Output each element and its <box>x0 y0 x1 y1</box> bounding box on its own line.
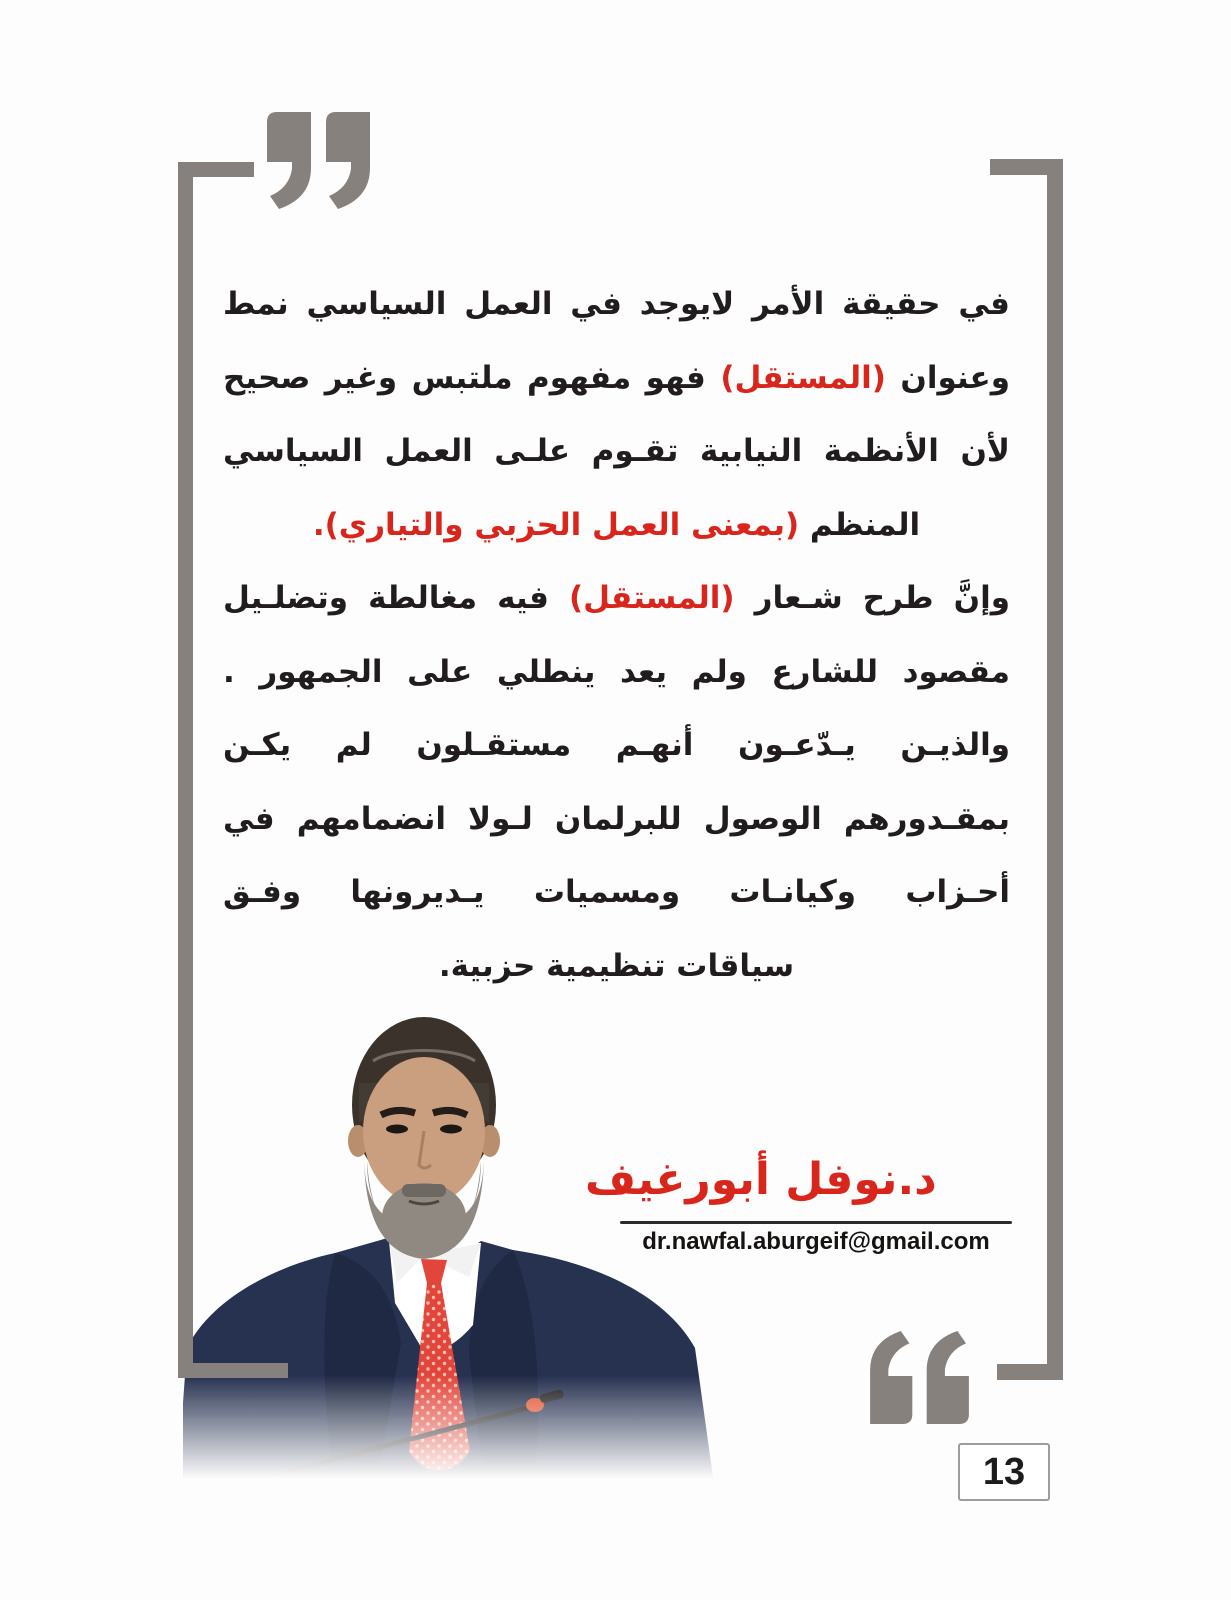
quote-text-segment: بمقـدورهم الوصول للبرلمان لـولا انضمامهم في <box>223 800 1010 837</box>
close-quote-icon <box>866 1330 973 1424</box>
quote-line <box>223 636 1010 710</box>
quote-text-segment: وإنَّ طرح شـعار <box>734 580 1010 616</box>
quote-text-segment: سياقات تنظيمية حزبية. <box>438 947 795 984</box>
open-quote-icon <box>265 112 372 210</box>
quote-line <box>223 562 1010 636</box>
quote-line <box>223 268 1010 342</box>
author-name: د.نوفل أبورغيف <box>585 1154 937 1205</box>
quote-highlight: (المستقل) <box>568 580 735 616</box>
bracket-right-top-arm <box>990 159 1063 175</box>
author-name-underline <box>620 1221 1012 1224</box>
quote-text-segment: فيه مغالطة وتضلـيل <box>223 580 569 616</box>
author-email: dr.nawfal.aburgeif@gmail.com <box>642 1228 990 1255</box>
quote-text-segment: المنظم <box>799 506 921 543</box>
quote-text-segment: فهو مفهوم ملتبس وغير صحيح <box>223 359 721 396</box>
quote-line <box>223 342 1010 416</box>
quote-text-segment: وعنوان <box>885 359 1010 396</box>
bracket-left-bottom-arm <box>178 1363 288 1378</box>
quote-line <box>223 709 1010 783</box>
quote-line <box>223 783 1010 857</box>
quote-highlight: (المستقل) <box>720 359 886 396</box>
quote-line <box>223 930 1010 1004</box>
quote-text-segment: والذيـن يـدّعـون أنهـم مستقـلون لم يكـن <box>223 727 1010 763</box>
quote-line <box>223 856 1010 930</box>
quote-text-segment: لأن الأنظمة النيابية تقـوم علـى العمل السياسي <box>223 433 1010 469</box>
page-number-box <box>958 1443 1050 1501</box>
quote-highlight: (بمعنى العمل الحزبي والتياري). <box>312 506 800 543</box>
quote-line <box>223 415 1010 489</box>
quote-text-block <box>223 268 1010 1003</box>
quote-text-segment: مقصود للشارع ولم يعد ينطلي على الجمهور . <box>223 653 1010 690</box>
bracket-left-top-arm <box>178 162 254 177</box>
page-number: 13 <box>982 1451 1026 1493</box>
quote-line <box>223 489 1010 563</box>
bracket-right-bottom-arm <box>997 1364 1063 1380</box>
quote-text-segment: أحـزاب وكيانـات ومسميات يـديرونها وفـق <box>223 874 1010 910</box>
bracket-right-vertical <box>1047 159 1063 1380</box>
bracket-left-vertical <box>178 162 193 1378</box>
quote-text-segment: في حقيقة الأمر لايوجد في العمل السياسي نمط <box>223 286 1010 322</box>
